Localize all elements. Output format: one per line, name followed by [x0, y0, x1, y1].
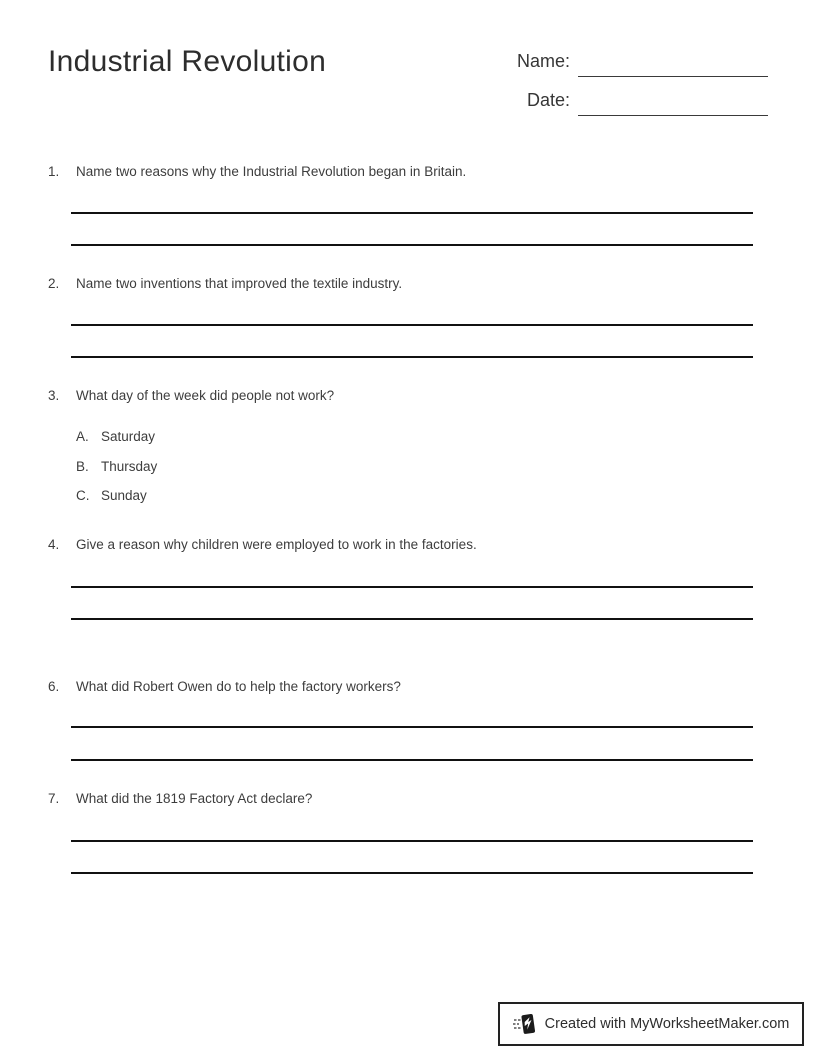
choice-text: Sunday [101, 488, 147, 503]
choice-letter: C. [76, 488, 90, 503]
question-7 [48, 790, 768, 808]
choice-c [76, 487, 147, 505]
credit-badge [498, 1002, 804, 1046]
answer-line [71, 618, 753, 620]
answer-line [71, 759, 753, 761]
question-1 [48, 163, 768, 181]
choice-b [76, 458, 157, 476]
choice-a [76, 428, 155, 446]
question-text: What did Robert Owen do to help the factory workers? [76, 679, 401, 694]
question-number: 7. [48, 791, 60, 806]
question-text: Give a reason why children were employed to work in the factories. [76, 537, 477, 552]
question-number: 4. [48, 537, 60, 552]
choice-letter: A. [76, 429, 89, 444]
answer-line [71, 212, 753, 214]
question-text: Name two reasons why the Industrial Revolution began in Britain. [76, 164, 467, 179]
question-number: 1. [48, 164, 60, 179]
answer-line [71, 726, 753, 728]
answer-line [71, 586, 753, 588]
answer-line [71, 840, 753, 842]
question-text: Name two inventions that improved the textile industry. [76, 276, 403, 291]
question-number: 6. [48, 679, 60, 694]
choice-text: Thursday [101, 459, 158, 474]
question-text: What day of the week did people not work? [76, 388, 335, 403]
name-label: Name: [516, 51, 570, 71]
question-6 [48, 678, 768, 696]
choice-text: Saturday [101, 429, 156, 444]
date-label: Date: [526, 90, 570, 110]
answer-line [71, 356, 753, 358]
question-number: 3. [48, 388, 60, 403]
question-3 [48, 387, 768, 405]
question-4 [48, 536, 768, 554]
name-blank-line [578, 76, 768, 77]
answer-line [71, 244, 753, 246]
question-number: 2. [48, 276, 60, 291]
date-blank-line [578, 115, 768, 116]
credit-text: Created with MyWorksheetMaker.com [544, 1016, 790, 1032]
myworksheetmaker-logo-icon [513, 1012, 537, 1036]
question-2 [48, 275, 768, 293]
question-text: What did the 1819 Factory Act declare? [76, 791, 313, 806]
answer-line [71, 324, 753, 326]
answer-line [71, 872, 753, 874]
choice-letter: B. [76, 459, 89, 474]
page-title: Industrial Revolution [48, 45, 327, 78]
